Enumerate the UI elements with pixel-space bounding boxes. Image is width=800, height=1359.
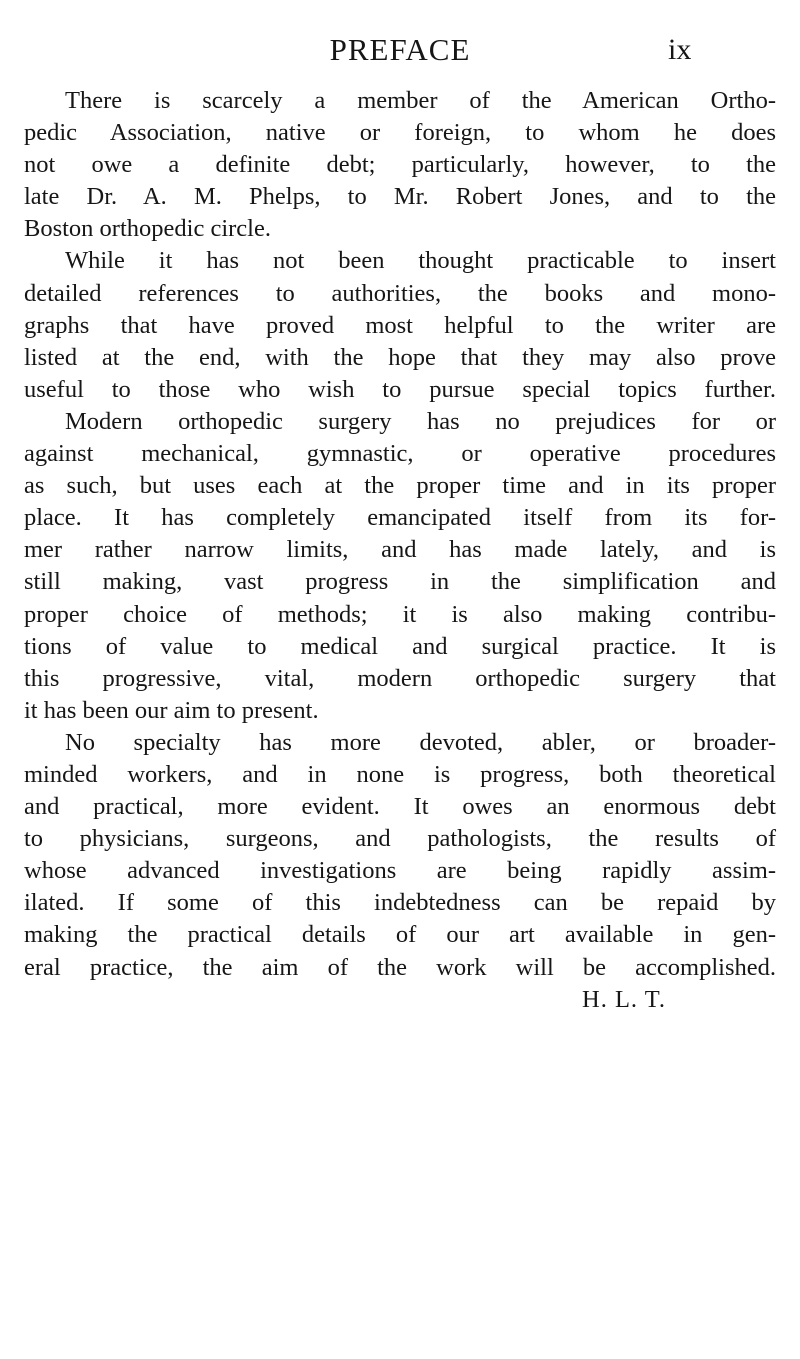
paragraph (24, 727, 776, 984)
text-line: useful to those who wish to pursue special topics further. (24, 375, 776, 403)
text-line: proper choice of methods; it is also making contribu- (24, 600, 776, 628)
text-line: pedic Association, native or foreign, to whom he does (24, 119, 776, 147)
text-line: and practical, more evident. It owes an enormous debt (24, 793, 776, 821)
text-line: tions of value to medical and surgical practice. It is (24, 632, 776, 660)
text-line: not owe a definite debt; particularly, however, to the (24, 151, 776, 179)
text-line: still making, vast progress in the simplification and (24, 568, 776, 596)
author-initials: H. L. T. (582, 985, 666, 1013)
text-line: Modern orthopedic surgery has no prejudices for or (65, 407, 776, 435)
text-line: eral practice, the aim of the work will be accomplished. (24, 953, 776, 981)
text-line: No specialty has more devoted, abler, or broader- (65, 728, 776, 756)
text-line: graphs that have proved most helpful to the writer are (24, 311, 776, 339)
text-line: While it has not been thought practicable to insert (65, 247, 776, 275)
preface-body (24, 85, 776, 1016)
text-line: making the practical details of our art available in gen- (24, 921, 776, 949)
text-line: against mechanical, gymnastic, or operative procedures (24, 440, 776, 468)
running-head (0, 30, 800, 70)
text-line: this progressive, vital, modern orthopedic surgery that (24, 664, 776, 692)
text-line: Boston orthopedic circle. (24, 215, 271, 243)
paragraph (24, 85, 776, 245)
text-line: There is scarcely a member of the American Ortho- (65, 87, 776, 114)
page-title: PREFACE (329, 32, 471, 67)
page-number: ix (668, 33, 692, 66)
text-line: minded workers, and in none is progress, both theoretical (24, 760, 776, 788)
text-line: as such, but uses each at the proper time and in its proper (24, 472, 776, 500)
paragraph (24, 406, 776, 727)
text-line: listed at the end, with the hope that they may also prove (24, 343, 776, 371)
text-line: it has been our aim to present. (24, 696, 319, 724)
text-line: detailed references to authorities, the books and mono- (24, 279, 776, 307)
text-line: whose advanced investigations are being rapidly assim- (24, 857, 776, 885)
text-line: ilated. If some of this indebtedness can be repaid by (24, 889, 776, 917)
text-line: late Dr. A. M. Phelps, to Mr. Robert Jones, and to the (24, 183, 776, 211)
text-line: place. It has completely emancipated itself from its for- (24, 504, 776, 532)
text-line: to physicians, surgeons, and pathologists, the results of (24, 825, 776, 853)
text-line: mer rather narrow limits, and has made lately, and is (24, 536, 776, 564)
paragraph (24, 245, 776, 405)
